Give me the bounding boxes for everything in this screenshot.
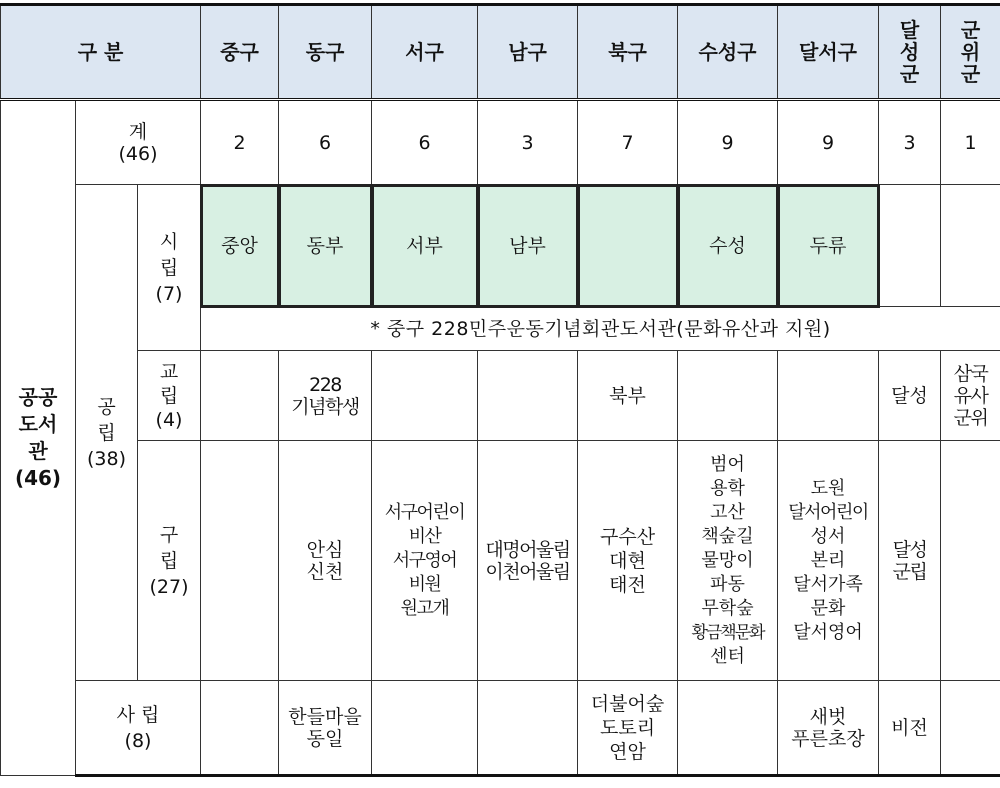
total-row [1,100,1000,185]
total-cell: 7 [578,100,678,185]
gurip-row [1,441,1000,681]
total-cell: 2 [201,100,279,185]
gurip-cell: 대명어울림 이천어울림 [478,441,578,681]
library-table [0,3,1000,777]
total-cell: 6 [372,100,478,185]
gurip-label: 구 립 (27) [138,441,201,681]
sarip-cell: 새벗 푸른초장 [778,681,879,776]
sarip-cell: 비전 [879,681,941,776]
gurip-cell: 구수산 대현 태전 [578,441,678,681]
sirip-cell: 남부 [478,185,578,307]
sarip-cell [201,681,279,776]
gurip-cell [201,441,279,681]
total-cell: 3 [478,100,578,185]
gurip-cell: 안심 신천 [279,441,372,681]
sirip-label: 시 립 (7) [138,185,201,351]
header-dalseong: 달 성 군 [879,5,941,100]
gurip-cell [941,441,1000,681]
public-library-label: 공공 도서 관 (46) [1,100,76,776]
header-district: 서구 [372,5,478,100]
sarip-row [1,681,1000,776]
sirip-cell: 두류 [778,185,879,307]
sirip-cell: 동부 [279,185,372,307]
gyorip-cell [372,351,478,441]
total-cell: 3 [879,100,941,185]
gurip-cell: 서구어린이 비산 서구영어 비원 원고개 [372,441,478,681]
total-cell: 9 [678,100,778,185]
header-row [1,5,1000,100]
header-district: 동구 [279,5,372,100]
sirip-cell [941,185,1000,307]
header-district: 중구 [201,5,279,100]
gyorip-cell [778,351,879,441]
total-label: 계 (46) [76,100,201,185]
sarip-cell [478,681,578,776]
gyorip-label: 교 립 (4) [138,351,201,441]
sarip-cell [372,681,478,776]
gyorip-cell: 북부 [578,351,678,441]
gyorip-row [1,351,1000,441]
header-district: 수성구 [678,5,778,100]
header-district: 북구 [578,5,678,100]
gurip-cell: 도원 달서어린이 성서 본리 달서가족 문화 달서영어 [778,441,879,681]
sirip-row [1,185,1000,307]
sirip-cell: 중앙 [201,185,279,307]
gyorip-cell: 228 기념학생 [279,351,372,441]
sarip-cell: 한들마을 동일 [279,681,372,776]
sirip-cell [879,185,941,307]
gurip-cell: 달성 군립 [879,441,941,681]
gurip-cell: 범어 용학 고산 책숲길 물망이 파동 무학숲 황금책문화 센터 [678,441,778,681]
gyorip-cell: 달성 [879,351,941,441]
total-cell: 9 [778,100,879,185]
gongnip-label: 공 립 (38) [76,185,138,681]
gyorip-cell [201,351,279,441]
sarip-cell [941,681,1000,776]
header-district: 남구 [478,5,578,100]
sirip-cell: 수성 [678,185,778,307]
sirip-cell [578,185,678,307]
header-category: 구 분 [1,5,201,100]
sarip-cell [678,681,778,776]
gyorip-cell: 삼국 유사 군위 [941,351,1000,441]
sirip-note: * 중구 228민주운동기념회관도서관(문화유산과 지원) [201,307,1000,351]
sarip-cell: 더불어숲 도토리 연암 [578,681,678,776]
gyorip-cell [678,351,778,441]
header-district: 달서구 [778,5,879,100]
total-cell: 6 [279,100,372,185]
sirip-cell: 서부 [372,185,478,307]
sarip-label: 사 립 (8) [76,681,201,776]
total-cell: 1 [941,100,1000,185]
header-gunwi: 군 위 군 [941,5,1000,100]
gyorip-cell [478,351,578,441]
